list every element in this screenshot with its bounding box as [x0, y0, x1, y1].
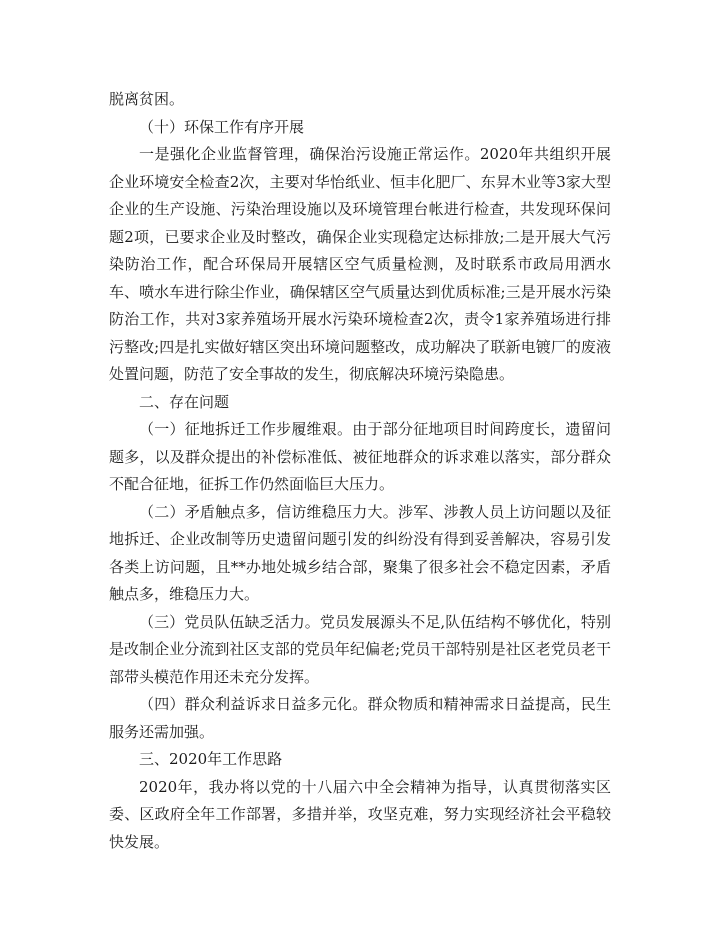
paragraph-party-members: （三）党员队伍缺乏活力。党员发展源头不足,队伍结构不够优化，特别是改制企业分流到社区支部的党员年纪偏老;党员干部特别是社区老党员老干部带头模范作用还未充分发挥。: [109, 612, 611, 686]
document-page: [109, 86, 611, 856]
section-heading-work-plan: 三、2020年工作思路: [139, 750, 283, 768]
paragraph-public-demands: （四）群众利益诉求日益多元化。群众物质和精神需求日益提高，民生服务还需加强。: [109, 695, 611, 741]
paragraph-work-plan: 2020年，我办将以党的十八届六中全会精神为指导，认真贯彻落实区委、区政府全年工作部署，多措并举，攻坚克难，努力实现经济社会平稳较快发展。: [109, 777, 611, 851]
paragraph-land-acquisition: （一）征地拆迁工作步履维艰。由于部分征地项目时间跨度长，遗留问题多，以及群众提出的补偿标准低、被征地群众的诉求难以落实，部分群众不配合征地，征拆工作仍然面临巨大压力。: [109, 420, 611, 493]
paragraph-environmental-work: 一是强化企业监督管理，确保治污设施正常运作。2020年共组织开展企业环境安全检查2次，主要对华怡纸业、恒丰化肥厂、东昇木业等3家大型企业的生产设施、污染治理设施以及环境管理台帐进行检查，共发现环保问题2项，已要求企业及时整改，确保企业实现稳定达标排放;二是开展大气污染防治工作，配合环保局开展辖区空气质量检测，及时联系市政局用洒水车、喷水车进行除尘作业，确保辖区空气质量达到优质标准;三是开展水污染防治工作，共对3家养殖场开展水污染环境检查2次，责令1家养殖场进行排污整改;四是扎实做好辖区突出环境问题整改，成功解决了联新电镀厂的废液处置问题，防范了安全事故的发生，彻底解决环境污染隐患。: [109, 145, 611, 383]
paragraph-petition-stability: （二）矛盾触点多，信访维稳压力大。涉军、涉教人员上访问题以及征地拆迁、企业改制等历史遗留问题引发的纠纷没有得到妥善解决，容易引发各类上访问题，且**办地处城乡结合部，聚集了很多社会不稳定因素，矛盾触点多，维稳压力大。: [109, 502, 611, 603]
paragraph-continuation: 脱离贫困。: [109, 90, 185, 108]
subheading-environmental-protection: （十）环保工作有序开展: [139, 117, 305, 136]
section-heading-problems: 二、存在问题: [139, 392, 230, 411]
